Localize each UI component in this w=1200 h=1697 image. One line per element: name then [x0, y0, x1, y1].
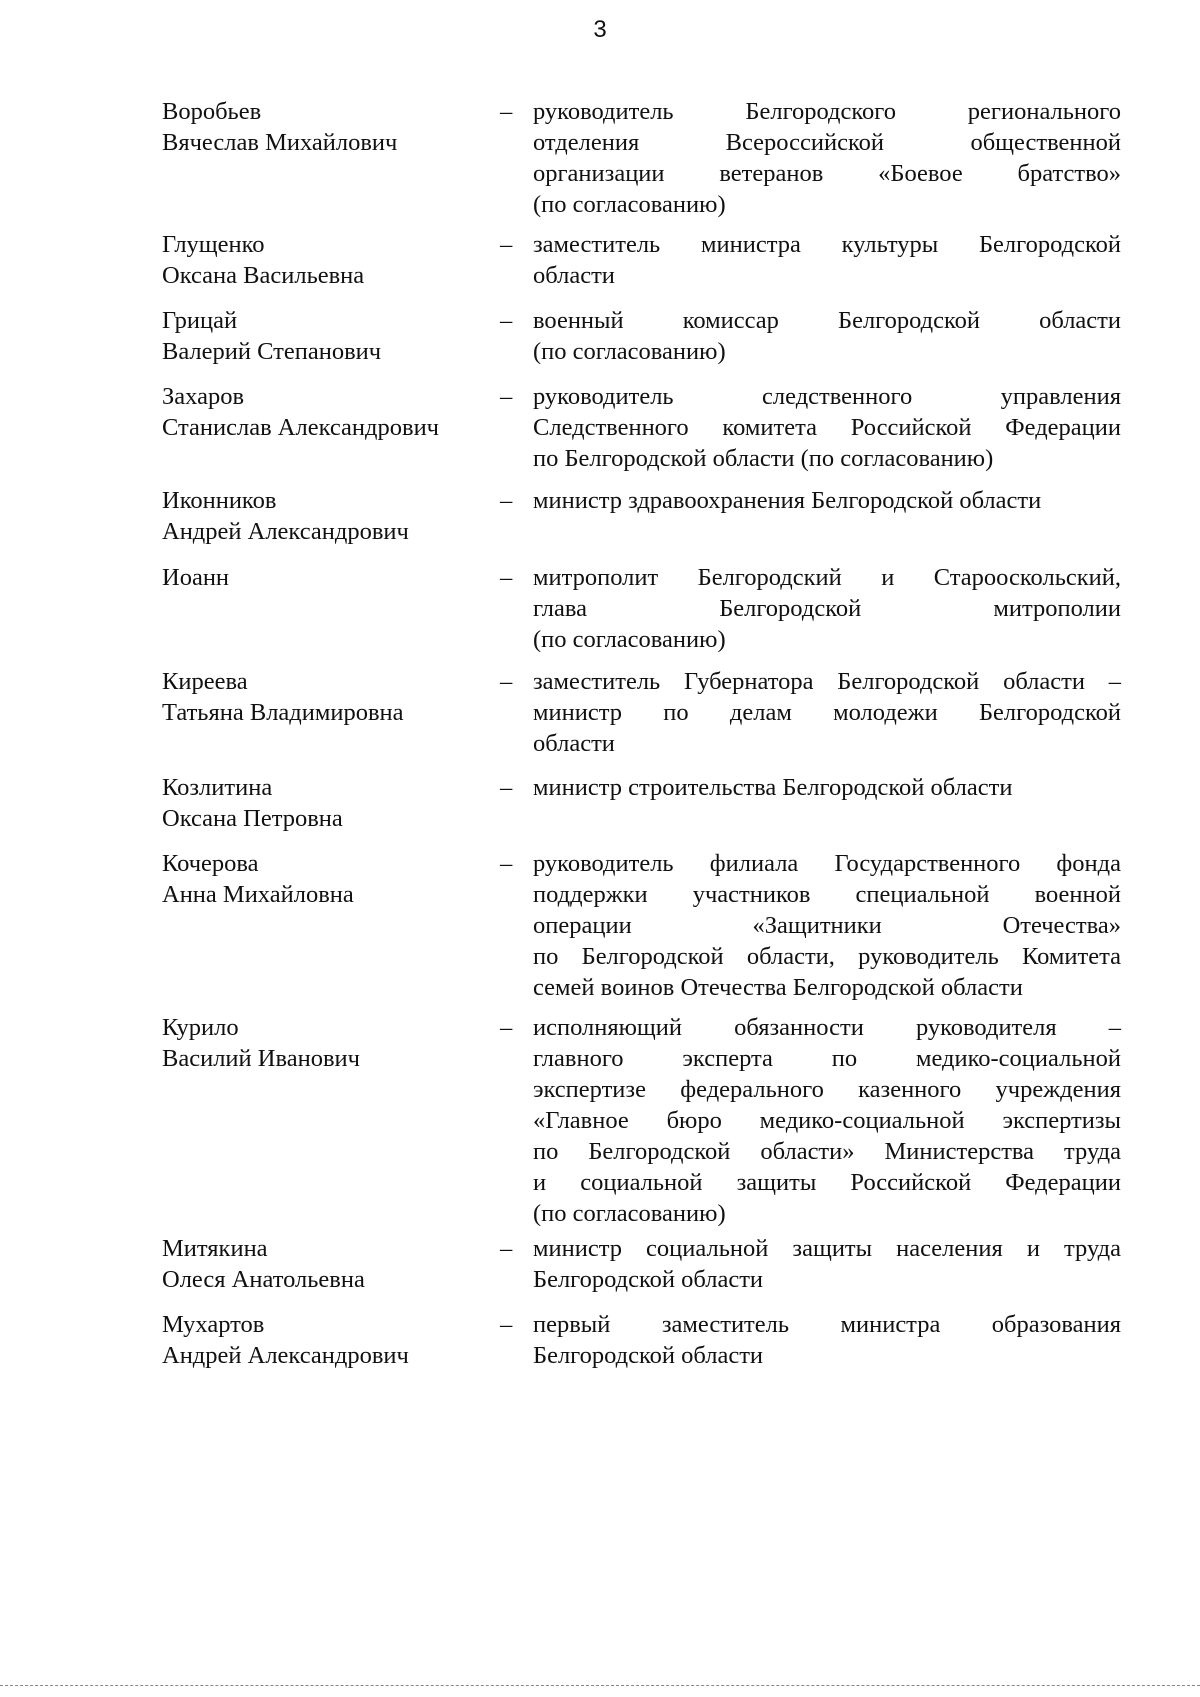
- member-given-names: Валерий Степанович: [162, 338, 382, 365]
- member-surname: Захаров: [162, 383, 245, 410]
- page-number: 3: [593, 16, 607, 43]
- member-given-names: Анна Михайловна: [162, 881, 354, 908]
- dash-separator: –: [500, 850, 513, 877]
- member-surname: Митякина: [162, 1235, 268, 1262]
- member-given-names: Василий Иванович: [162, 1045, 360, 1072]
- member-name: [162, 485, 492, 547]
- member-surname: Курило: [162, 1014, 239, 1041]
- position-line: главного эксперта по медико-социальной: [533, 1045, 1121, 1072]
- position-line: глава Белгородской митрополии: [533, 595, 1121, 622]
- member-name: [162, 381, 492, 443]
- member-given-names: Олеся Анатольевна: [162, 1266, 365, 1293]
- member-name: [162, 562, 492, 593]
- member-position: [533, 1309, 1121, 1371]
- member-position: [533, 229, 1121, 291]
- member-surname: Мухартов: [162, 1311, 265, 1338]
- position-line: поддержки участников специальной военной: [533, 881, 1121, 908]
- dash-separator: –: [500, 1235, 513, 1262]
- position-line: министр по делам молодежи Белгородской: [533, 699, 1121, 726]
- member-given-names: Оксана Васильевна: [162, 262, 365, 289]
- dash-separator: –: [500, 1311, 513, 1338]
- member-surname: Грицай: [162, 307, 238, 334]
- member-position: [533, 848, 1121, 1003]
- member-given-names: Станислав Александрович: [162, 414, 440, 441]
- member-name: [162, 1233, 492, 1295]
- position-line: (по согласованию): [533, 191, 726, 218]
- position-line: митрополит Белгородский и Старооскольский,: [533, 564, 1121, 591]
- dash-separator: –: [500, 1014, 513, 1041]
- member-name: [162, 666, 492, 728]
- position-line: (по согласованию): [533, 626, 726, 653]
- position-line: Белгородской области: [533, 1266, 764, 1293]
- position-line: Следственного комитета Российской Федерации: [533, 414, 1121, 441]
- position-line: министр строительства Белгородской области: [533, 774, 1013, 801]
- member-given-names: Андрей Александрович: [162, 518, 409, 545]
- member-surname: Иоанн: [162, 564, 230, 591]
- position-line: первый заместитель министра образования: [533, 1311, 1121, 1338]
- dash-separator: –: [500, 231, 513, 258]
- member-position: [533, 562, 1121, 655]
- member-position: [533, 772, 1121, 803]
- position-line: руководитель Белгородского регионального: [533, 98, 1121, 125]
- member-position: [533, 305, 1121, 367]
- member-surname: Козлитина: [162, 774, 273, 801]
- position-line: области: [533, 262, 615, 289]
- position-line: по Белгородской области» Министерства труда: [533, 1138, 1121, 1165]
- position-line: руководитель следственного управления: [533, 383, 1121, 410]
- member-position: [533, 96, 1121, 220]
- position-line: заместитель Губернатора Белгородской области –: [533, 668, 1121, 695]
- member-given-names: Татьяна Владимировна: [162, 699, 404, 726]
- position-line: (по согласованию): [533, 338, 726, 365]
- dash-separator: –: [500, 774, 513, 801]
- member-name: [162, 848, 492, 910]
- member-surname: Киреева: [162, 668, 248, 695]
- member-given-names: Оксана Петровна: [162, 805, 343, 832]
- position-line: семей воинов Отечества Белгородской области: [533, 974, 1023, 1001]
- dash-separator: –: [500, 487, 513, 514]
- member-position: [533, 666, 1121, 759]
- member-name: [162, 1309, 492, 1371]
- member-surname: Кочерова: [162, 850, 259, 877]
- position-line: министр социальной защиты населения и труда: [533, 1235, 1121, 1262]
- position-line: области: [533, 730, 615, 757]
- member-position: [533, 485, 1121, 516]
- position-line: по Белгородской области, руководитель Комитета: [533, 943, 1121, 970]
- member-position: [533, 381, 1121, 474]
- position-line: отделения Всероссийской общественной: [533, 129, 1121, 156]
- position-line: заместитель министра культуры Белгородской: [533, 231, 1121, 258]
- dash-separator: –: [500, 668, 513, 695]
- position-line: Белгородской области: [533, 1342, 764, 1369]
- dash-separator: –: [500, 307, 513, 334]
- member-position: [533, 1233, 1121, 1295]
- dash-separator: –: [500, 383, 513, 410]
- position-line: операции «Защитники Отечества»: [533, 912, 1121, 939]
- position-line: военный комиссар Белгородской области: [533, 307, 1121, 334]
- member-surname: Воробьев: [162, 98, 262, 125]
- position-line: руководитель филиала Государственного фонда: [533, 850, 1121, 877]
- member-given-names: Вячеслав Михайлович: [162, 129, 398, 156]
- member-position: [533, 1012, 1121, 1229]
- member-surname: Глущенко: [162, 231, 265, 258]
- member-surname: Иконников: [162, 487, 277, 514]
- member-name: [162, 1012, 492, 1074]
- position-line: (по согласованию): [533, 1200, 726, 1227]
- member-name: [162, 305, 492, 367]
- scan-edge-divider: [0, 1685, 1200, 1686]
- position-line: организации ветеранов «Боевое братство»: [533, 160, 1121, 187]
- member-name: [162, 96, 492, 158]
- dash-separator: –: [500, 564, 513, 591]
- position-line: экспертизе федерального казенного учреждения: [533, 1076, 1121, 1103]
- position-line: исполняющий обязанности руководителя –: [533, 1014, 1121, 1041]
- dash-separator: –: [500, 98, 513, 125]
- member-name: [162, 229, 492, 291]
- position-line: по Белгородской области (по согласованию): [533, 445, 994, 472]
- member-name: [162, 772, 492, 834]
- member-given-names: Андрей Александрович: [162, 1342, 409, 1369]
- position-line: и социальной защиты Российской Федерации: [533, 1169, 1121, 1196]
- position-line: «Главное бюро медико-социальной экспертизы: [533, 1107, 1121, 1134]
- position-line: министр здравоохранения Белгородской области: [533, 487, 1042, 514]
